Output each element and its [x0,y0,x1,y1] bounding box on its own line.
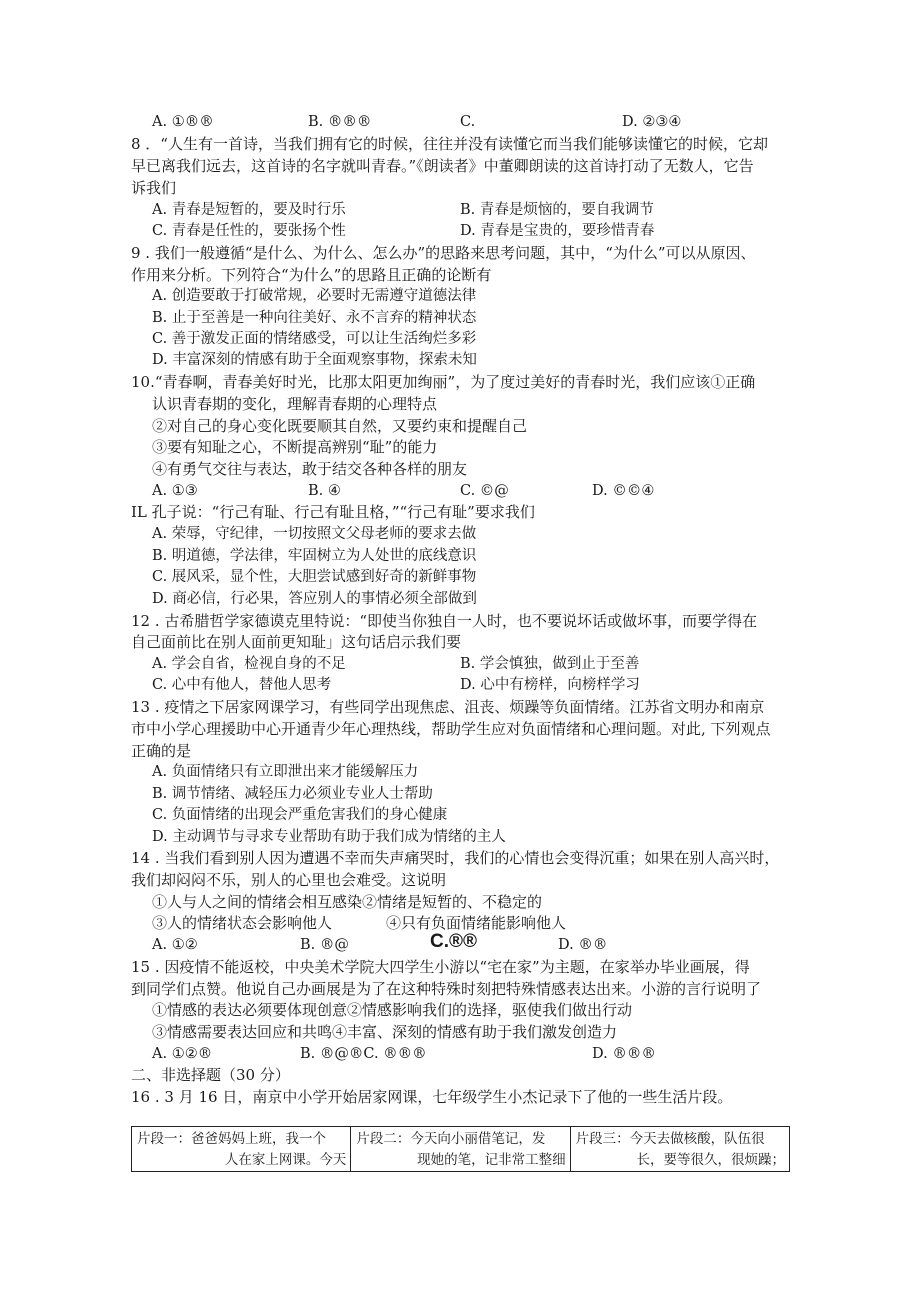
q15-stem-line1: 15 . 因疫情不能返校，中央美术学院大四学生小游以“宅在家”为主题，在家举办毕业画展，得 [131,958,750,976]
section-2-heading: 二、非选择题（30 分） [131,1066,290,1084]
q10-option-c: C. ©@ [460,483,509,499]
fragment-3-line1: 片段三：今天去做核酸，队伍很 [575,1131,765,1147]
q10-statement-3: ③要有知耻之心，不断提高辨别“耻”的能力 [152,438,438,456]
q13-stem-line3: 正确的是 [131,742,192,760]
fragment-1-line2: 人在家上网课。今天 [224,1152,347,1168]
q14-option-d: D. ®® [558,937,608,953]
q7-option-b: B. ®®® [308,114,372,130]
q9-option-a: A. 创造要敢于打破常规，必要时无需遵守道德法律 [152,288,477,304]
q8-stem-line1: 8 ．“人生有一首诗，当我们拥有它的时候，往往并没有读懂它而当我们能够读懂它的时候，它却 [131,135,768,153]
q11-option-b: B. 明道德，学法律，牢固树立为人处世的底线意识 [152,548,477,564]
q10-statement-2: ②对自己的身心变化既要顺其自然，又要约束和提醒自己 [152,417,528,435]
q9-option-d: D. 丰富深刻的情感有助于全面观察事物，探索未知 [152,352,477,368]
q12-stem-line2: 自己面前比在别人面前更知耻」这句话启示我们要 [131,633,462,651]
q14-statement-1: ①人与人之间的情绪会相互感染②情绪是短暂的、不稳定的 [152,893,543,911]
fragment-cell-3 [571,1127,789,1171]
fragment-cell-1 [132,1127,351,1171]
q8-option-a: A. 青春是短暂的，要及时行乐 [152,202,346,218]
q14-option-a: A. ①② [152,937,198,953]
q12-stem-line1: 12 . 古希腊哲学家德谟克里特说：“即使当你独自一人时，也不要说坏话或做坏事，而要学得在 [131,612,758,630]
q11-option-a: A. 荣辱，守纪律，一切按照文父母老师的要求去做 [152,526,477,542]
q13-option-b: B. 调节情绪、减轻压力必须业专业人士帮助 [152,786,433,802]
q8-option-d: D. 青春是宝贵的，要珍惜青春 [460,223,655,239]
q9-stem-line2: 作用来分析。下列符合“为什么”的思路且正确的论断有 [131,266,492,284]
q15-stem-line2: 到同学们点赞。他说自己办画展是为了在这种特殊时刻把特殊情感表达出来。小游的言行说明了 [131,980,762,998]
q11-option-d: D. 商必信，行必果，答应别人的事情必须全部做到 [152,591,477,607]
q15-option-a: A. ①②® [152,1046,213,1062]
fragment-table [131,1126,790,1172]
q15-statement-3: ③情感需要表达回应和共鸣④丰富、深刻的情感有助于我们激发创造力 [152,1023,618,1041]
fragment-1-line1: 片段一：爸爸妈妈上班，我一个 [137,1131,326,1147]
fragment-2-line1: 片段二：今天向小丽借笔记，发 [356,1131,546,1147]
q15-option-d: D. ®®® [592,1046,656,1062]
q9-option-b: B. 止于至善是一种向往美好、永不言弃的精神状态 [152,310,477,326]
q13-option-a: A. 负面情绪只有立即泄出来才能缓解压力 [152,764,419,780]
q11-stem-line1: IL 孔子说：“行己有耻、行己有耻且格，”“行己有耻”要求我们 [131,503,535,521]
q12-option-d: D. 心中有榜样，向榜样学习 [460,677,640,693]
q12-option-b: B. 学会慎独，做到止于至善 [460,656,640,672]
q10-option-a: A. ①③ [152,483,198,499]
q14-statement-4: ④只有负面情绪能影响他人 [386,914,567,932]
q15-option-bc: B. ®@®C. ®®® [300,1046,427,1062]
q7-option-c: C. [460,114,476,130]
fragment-2-line2: 现她的笔，记非常工整细 [417,1152,566,1168]
q8-stem-line3: 诉我们 [131,179,177,197]
q12-option-a: A. 学会自省，检视自身的不足 [152,656,346,672]
q9-stem-line1: 9 . 我们一般遵循“是什么、为什么、怎么办”的思路来思考问题，其中，“为什么”可以从原因、 [131,244,756,262]
q13-option-d: D. 主动调节与寻求专业帮助有助于我们成为情绪的主人 [152,829,506,845]
fragment-cell-2 [351,1127,570,1171]
q14-option-b: B. ®@ [300,937,349,953]
q10-stem-line1: 10.“青春啊，青春美好时光，比那太阳更加绚丽”，为了度过美好的青春时光，我们应该①正确 [131,373,756,391]
q10-stem-line2: 认识青春期的变化，理解青春期的心理特点 [152,395,438,413]
q14-statement-3: ③人的情绪状态会影响他人 [152,914,333,932]
q9-option-c: C. 善于激发正面的情绪感受，可以让生活绚烂多彩 [152,331,477,347]
q16-stem-line1: 16 . 3 月 16 日，南京中小学开始居家网课，七年级学生小杰记录下了他的一些生活片段。 [131,1088,733,1106]
q14-option-c: C.®® [430,931,477,952]
q10-statement-4: ④有勇气交往与表达，敢于结交各种各样的朋友 [152,460,468,478]
q8-option-b: B. 青春是烦恼的，要自我调节 [460,202,654,218]
q15-statement-1: ①情感的表达必须要体现创意②情感影响我们的选择，驱使我们做出行动 [152,1001,633,1019]
q11-option-c: C. 展风采，显个性，大胆尝试感到好奇的新鲜事物 [152,569,477,585]
q8-stem-line2: 早已离我们远去，这首诗的名字就叫青春。”《朗读者》中董卿朗读的这首诗打动了无数人，它告 [131,157,754,175]
q14-stem-line2: 我们却闷闷不乐，别人的心里也会难受。这说明 [131,871,447,889]
fragment-3-line2: 长，要等很久，很烦躁； [636,1152,785,1168]
q10-option-b: B. ④ [308,483,341,499]
q13-stem-line1: 13 . 疫情之下居家网课学习，有些同学出现焦虑、沮丧、烦躁等负面情绪。江苏省文明办和南京 [131,698,765,716]
q10-option-d: D. ©©④ [592,483,655,499]
q12-option-c: C. 心中有他人，替他人思考 [152,677,332,693]
q8-option-c: C. 青春是任性的，要张扬个性 [152,223,346,239]
q7-option-a: A. ①®® [152,114,214,130]
q14-stem-line1: 14 . 当我们看到别人因为遭遇不幸而失声痛哭时，我们的心情也会变得沉重；如果在别人高兴时， [131,849,780,867]
q13-stem-line2: 市中小学心理援助中心开通青少年心理热线，帮助学生应对负面情绪和心理问题。对此, 下列观点 [131,720,771,738]
q13-option-c: C. 负面情绪的出现会严重危害我们的身心健康 [152,807,448,823]
q7-option-d: D. ②③④ [622,114,682,130]
